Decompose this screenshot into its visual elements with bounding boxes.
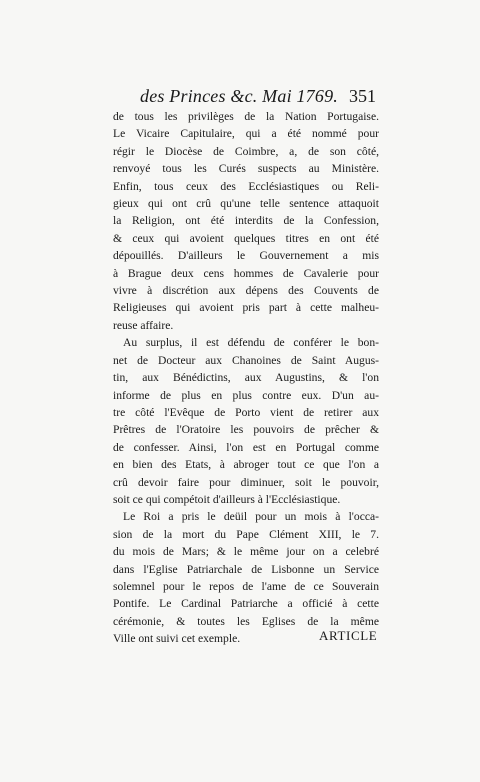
catchword: ARTICLE: [319, 628, 378, 643]
text-line: la Religion, ont été interdits de la Confession,: [113, 214, 379, 228]
text-line: Prêtres de l'Oratoire les pouvoirs de prêcher &: [113, 423, 379, 437]
text-line: cérémonie, & toutes les Eglises de la même: [113, 614, 379, 628]
text-line: net de Docteur aux Chanoines de Saint Augus-: [113, 353, 379, 367]
text-line: soit ce qui compétoit d'ailleurs à l'Ecclésiastique.: [113, 492, 341, 506]
text-line: du mois de Mars; & le même jour on a celebré: [113, 545, 379, 559]
text-line: gieux qui ont crû qu'une telle sentence attaquoit: [113, 197, 379, 211]
running-title: des Princes &c. Mai 1769.: [140, 86, 338, 106]
text-line: Pontife. Le Cardinal Patriarche a officié à cette: [113, 597, 379, 611]
text-line: Enfin, tous ceux des Ecclésiastiques ou Reli-: [113, 179, 379, 193]
running-header: [140, 86, 376, 107]
text-line: dépouillés. D'ailleurs le Gouvernement a mis: [113, 249, 379, 263]
text-line: & ceux qui avoient quelques titres en ont été: [113, 231, 379, 245]
text-line: Au surplus, il est défendu de conférer le bon-: [123, 336, 379, 350]
body-text: [113, 108, 379, 648]
text-line: sion de la mort du Pape Clément XIII, le 7.: [113, 527, 379, 541]
page-number: 351: [349, 86, 376, 106]
text-line: tre côté l'Evêque de Porto vient de retirer aux: [113, 405, 379, 419]
text-line: de confesser. Ainsi, l'on est en Portugal comme: [113, 440, 379, 454]
text-line: en bien des Etats, à abroger tout ce que l'on a: [113, 458, 379, 472]
text-line: à Brague deux cens hommes de Cavalerie pour: [113, 266, 379, 280]
text-line: tin, aux Bénédictins, aux Augustins, & l'on: [113, 371, 379, 385]
text-line: Le Roi a pris le deüil pour un mois à l'occa-: [123, 510, 379, 524]
text-line: Le Vicaire Capitulaire, qui a été nommé pour: [113, 127, 379, 141]
text-line: dans l'Eglise Patriarchale de Lisbonne un Service: [113, 562, 379, 576]
text-line: Ville ont suivi cet exemple.: [113, 632, 241, 646]
text-line: crû devoir faire pour diminuer, soit le pouvoir,: [113, 475, 379, 489]
text-line: de tous les privilèges de la Nation Portugaise.: [113, 110, 379, 123]
text-line: informe de plus en plus contre eux. D'un au-: [113, 388, 379, 402]
text-line: renvoyé tous les Curés suspects au Ministère.: [113, 162, 379, 176]
text-line: régir le Diocèse de Coimbre, a, de son côté,: [113, 144, 379, 158]
text-line: solemnel pour le repos de l'ame de ce Souverain: [113, 579, 379, 593]
text-line: Religieuses qui avoient pris part à cette malheu-: [113, 301, 379, 315]
text-line: reuse affaire.: [113, 318, 174, 332]
text-line: vivre à discrétion aux dépens des Couvents de: [113, 284, 379, 298]
